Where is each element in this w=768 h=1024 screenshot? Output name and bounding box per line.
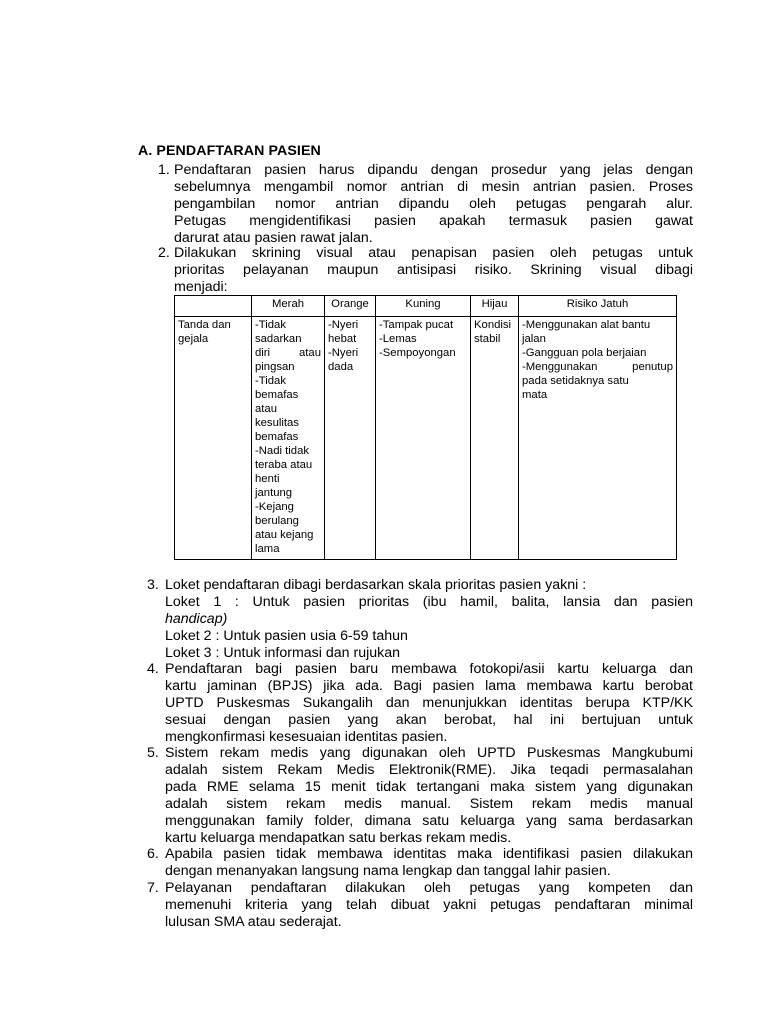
table-header-risiko-jatuh: Risiko Jatuh xyxy=(519,296,677,317)
risiko-line: -Menggunakan penutup xyxy=(522,361,673,373)
item-5-line: menggunakan family folder, dimana satu keluarga yang sama berdasarkan xyxy=(165,813,693,829)
risiko-line: mata xyxy=(522,389,548,401)
item-7-text xyxy=(165,880,693,931)
item-3-line: handicap) xyxy=(165,611,228,627)
item-6-line: dengan menanyakan langsung nama lengkap dan tanggal lahir pasien. xyxy=(165,863,611,879)
item-1-line: sebelumnya mengambil nomor antrian di mesin antrian pasien. Proses xyxy=(174,179,693,195)
item-1-line: Pendaftaran pasien harus dipandu dengan prosedur yang jelas dengan xyxy=(174,162,693,178)
kuning-cell xyxy=(376,317,471,560)
item-5-line: pada RME selama 15 menit tidak tertangani maka sistem yang digunakan xyxy=(165,779,693,795)
item-7-number: 7. xyxy=(147,880,159,896)
hijau-cell xyxy=(471,317,519,560)
table-header-row xyxy=(175,296,677,317)
orange-line: dada xyxy=(328,361,354,373)
row-label-cell xyxy=(175,317,252,560)
item-2-line: prioritas pelayanan maupun antisipasi risiko. Skrining visual dibagi xyxy=(174,262,693,278)
row-label-line: gejala xyxy=(178,333,209,345)
table-header-hijau: Hijau xyxy=(471,296,519,317)
item-3-line: Loket 1 : Untuk pasien prioritas (ibu hamil, balita, lansia dan pasien xyxy=(165,594,693,610)
merah-line: atau xyxy=(255,403,277,415)
merah-line: kesulitas xyxy=(255,417,299,429)
item-3-line: Loket pendaftaran dibagi berdasarkan skala prioritas pasien yakni : xyxy=(165,577,587,593)
item-1-line: pengambilan nomor antrian dipandu oleh petugas pengarah alur. xyxy=(174,196,693,212)
item-1-text xyxy=(174,162,693,247)
orange-line: -Nyeri xyxy=(328,319,359,331)
item-4-line: UPTD Puskesmas Sukangalih dan menunjukkan identitas berupa KTP/KK xyxy=(165,695,693,711)
item-4-line: mengkonfirmasi kesesuaian identitas pasien. xyxy=(165,729,448,745)
table-header-blank xyxy=(175,296,252,317)
item-3-number: 3. xyxy=(147,577,159,593)
risiko-line: -Menggunakan alat bantu xyxy=(522,319,651,331)
item-1-line: Petugas mengidentifikasi pasien apakah termasuk pasien gawat xyxy=(174,213,693,229)
merah-line: -Tidak xyxy=(255,319,286,331)
item-3-line: Loket 3 : Untuk informasi dan rujukan xyxy=(165,645,401,661)
item-1-number: 1. xyxy=(158,162,170,178)
merah-line: -Kejang xyxy=(255,501,294,513)
merah-line: diri atau xyxy=(255,347,321,359)
table-header-kuning: Kuning xyxy=(376,296,471,317)
merah-cell xyxy=(252,317,325,560)
item-2-number: 2. xyxy=(158,245,170,261)
item-5-line: adalah sistem Rekam Medis Elektronik(RME). Jika teqadi permasalahan xyxy=(165,762,693,778)
risiko-line: jalan xyxy=(522,333,546,345)
item-2-text xyxy=(174,245,693,296)
item-3-text xyxy=(165,577,693,662)
kuning-line: -Tampak pucat xyxy=(379,319,454,331)
item-4-text xyxy=(165,661,693,746)
item-7-line: Pelayanan pendaftaran dilakukan oleh petugas yang kompeten dan xyxy=(165,880,693,896)
row-label-line: Tanda dan xyxy=(178,319,231,331)
table-header-merah: Merah xyxy=(252,296,325,317)
kuning-line: -Sempoyongan xyxy=(379,347,456,359)
merah-line: bemafas xyxy=(255,431,299,443)
risiko-line: pada setidaknya satu xyxy=(522,375,629,387)
orange-line: hebat xyxy=(328,333,357,345)
item-3-line: Loket 2 : Untuk pasien usia 6-59 tahun xyxy=(165,628,408,644)
item-4-line: kartu jaminan (BPJS) jika ada. Bagi pasien lama membawa kartu berobat xyxy=(165,678,693,694)
merah-line: jantung xyxy=(255,487,293,499)
merah-line: sadarkan xyxy=(255,333,302,345)
risiko-jatuh-cell xyxy=(519,317,677,560)
merah-line: henti xyxy=(255,473,280,485)
item-7-line: lulusan SMA atau sederajat. xyxy=(165,914,342,930)
item-4-number: 4. xyxy=(147,661,159,677)
item-2-line: Dilakukan skrining visual atau penapisan pasien oleh petugas untuk xyxy=(174,245,693,261)
item-2-line: menjadi: xyxy=(174,279,228,295)
item-5-text xyxy=(165,745,693,847)
hijau-line: stabil xyxy=(474,333,501,345)
orange-line: -Nyeri xyxy=(328,347,359,359)
item-5-line: Sistem rekam medis yang digunakan oleh UPTD Puskesmas Mangkubumi xyxy=(165,745,693,761)
merah-line: berulang xyxy=(255,515,299,527)
triage-table xyxy=(174,295,677,560)
item-6-number: 6. xyxy=(147,846,159,862)
item-6-line: Apabila pasien tidak membawa identitas maka identifikasi pasien dilakukan xyxy=(165,846,693,862)
merah-line: bemafas xyxy=(255,389,299,401)
merah-line: pingsan xyxy=(255,361,295,373)
merah-line: atau kejang xyxy=(255,529,314,541)
merah-line: -Tidak xyxy=(255,375,286,387)
table-row xyxy=(175,317,677,560)
risiko-line: -Gangguan pola berjaian xyxy=(522,347,647,359)
table-header-orange: Orange xyxy=(325,296,376,317)
merah-line: -Nadi tidak xyxy=(255,445,309,457)
section-title: A. PENDAFTARAN PASIEN xyxy=(138,143,321,159)
item-4-line: sesuai dengan pasien yang akan berobat, hal ini bertujuan untuk xyxy=(165,712,693,728)
item-6-text xyxy=(165,846,693,880)
item-5-number: 5. xyxy=(147,745,159,761)
merah-line: teraba atau xyxy=(255,459,313,471)
item-4-line: Pendaftaran bagi pasien baru membawa fotokopi/asii kartu keluarga dan xyxy=(165,661,693,677)
orange-cell xyxy=(325,317,376,560)
merah-line: lama xyxy=(255,543,280,555)
hijau-line: Kondisi xyxy=(474,319,512,331)
item-1-line: darurat atau pasien rawat jalan. xyxy=(174,230,373,246)
kuning-line: -Lemas xyxy=(379,333,417,345)
item-5-line: kartu keluarga mendapatkan satu berkas rekam medis. xyxy=(165,830,512,846)
item-5-line: adalah sistem rekam medis manual. Sistem rekam medis manual xyxy=(165,796,693,812)
item-7-line: memenuhi kriteria yang telah dibuat yakni petugas pendaftaran minimal xyxy=(165,897,693,913)
